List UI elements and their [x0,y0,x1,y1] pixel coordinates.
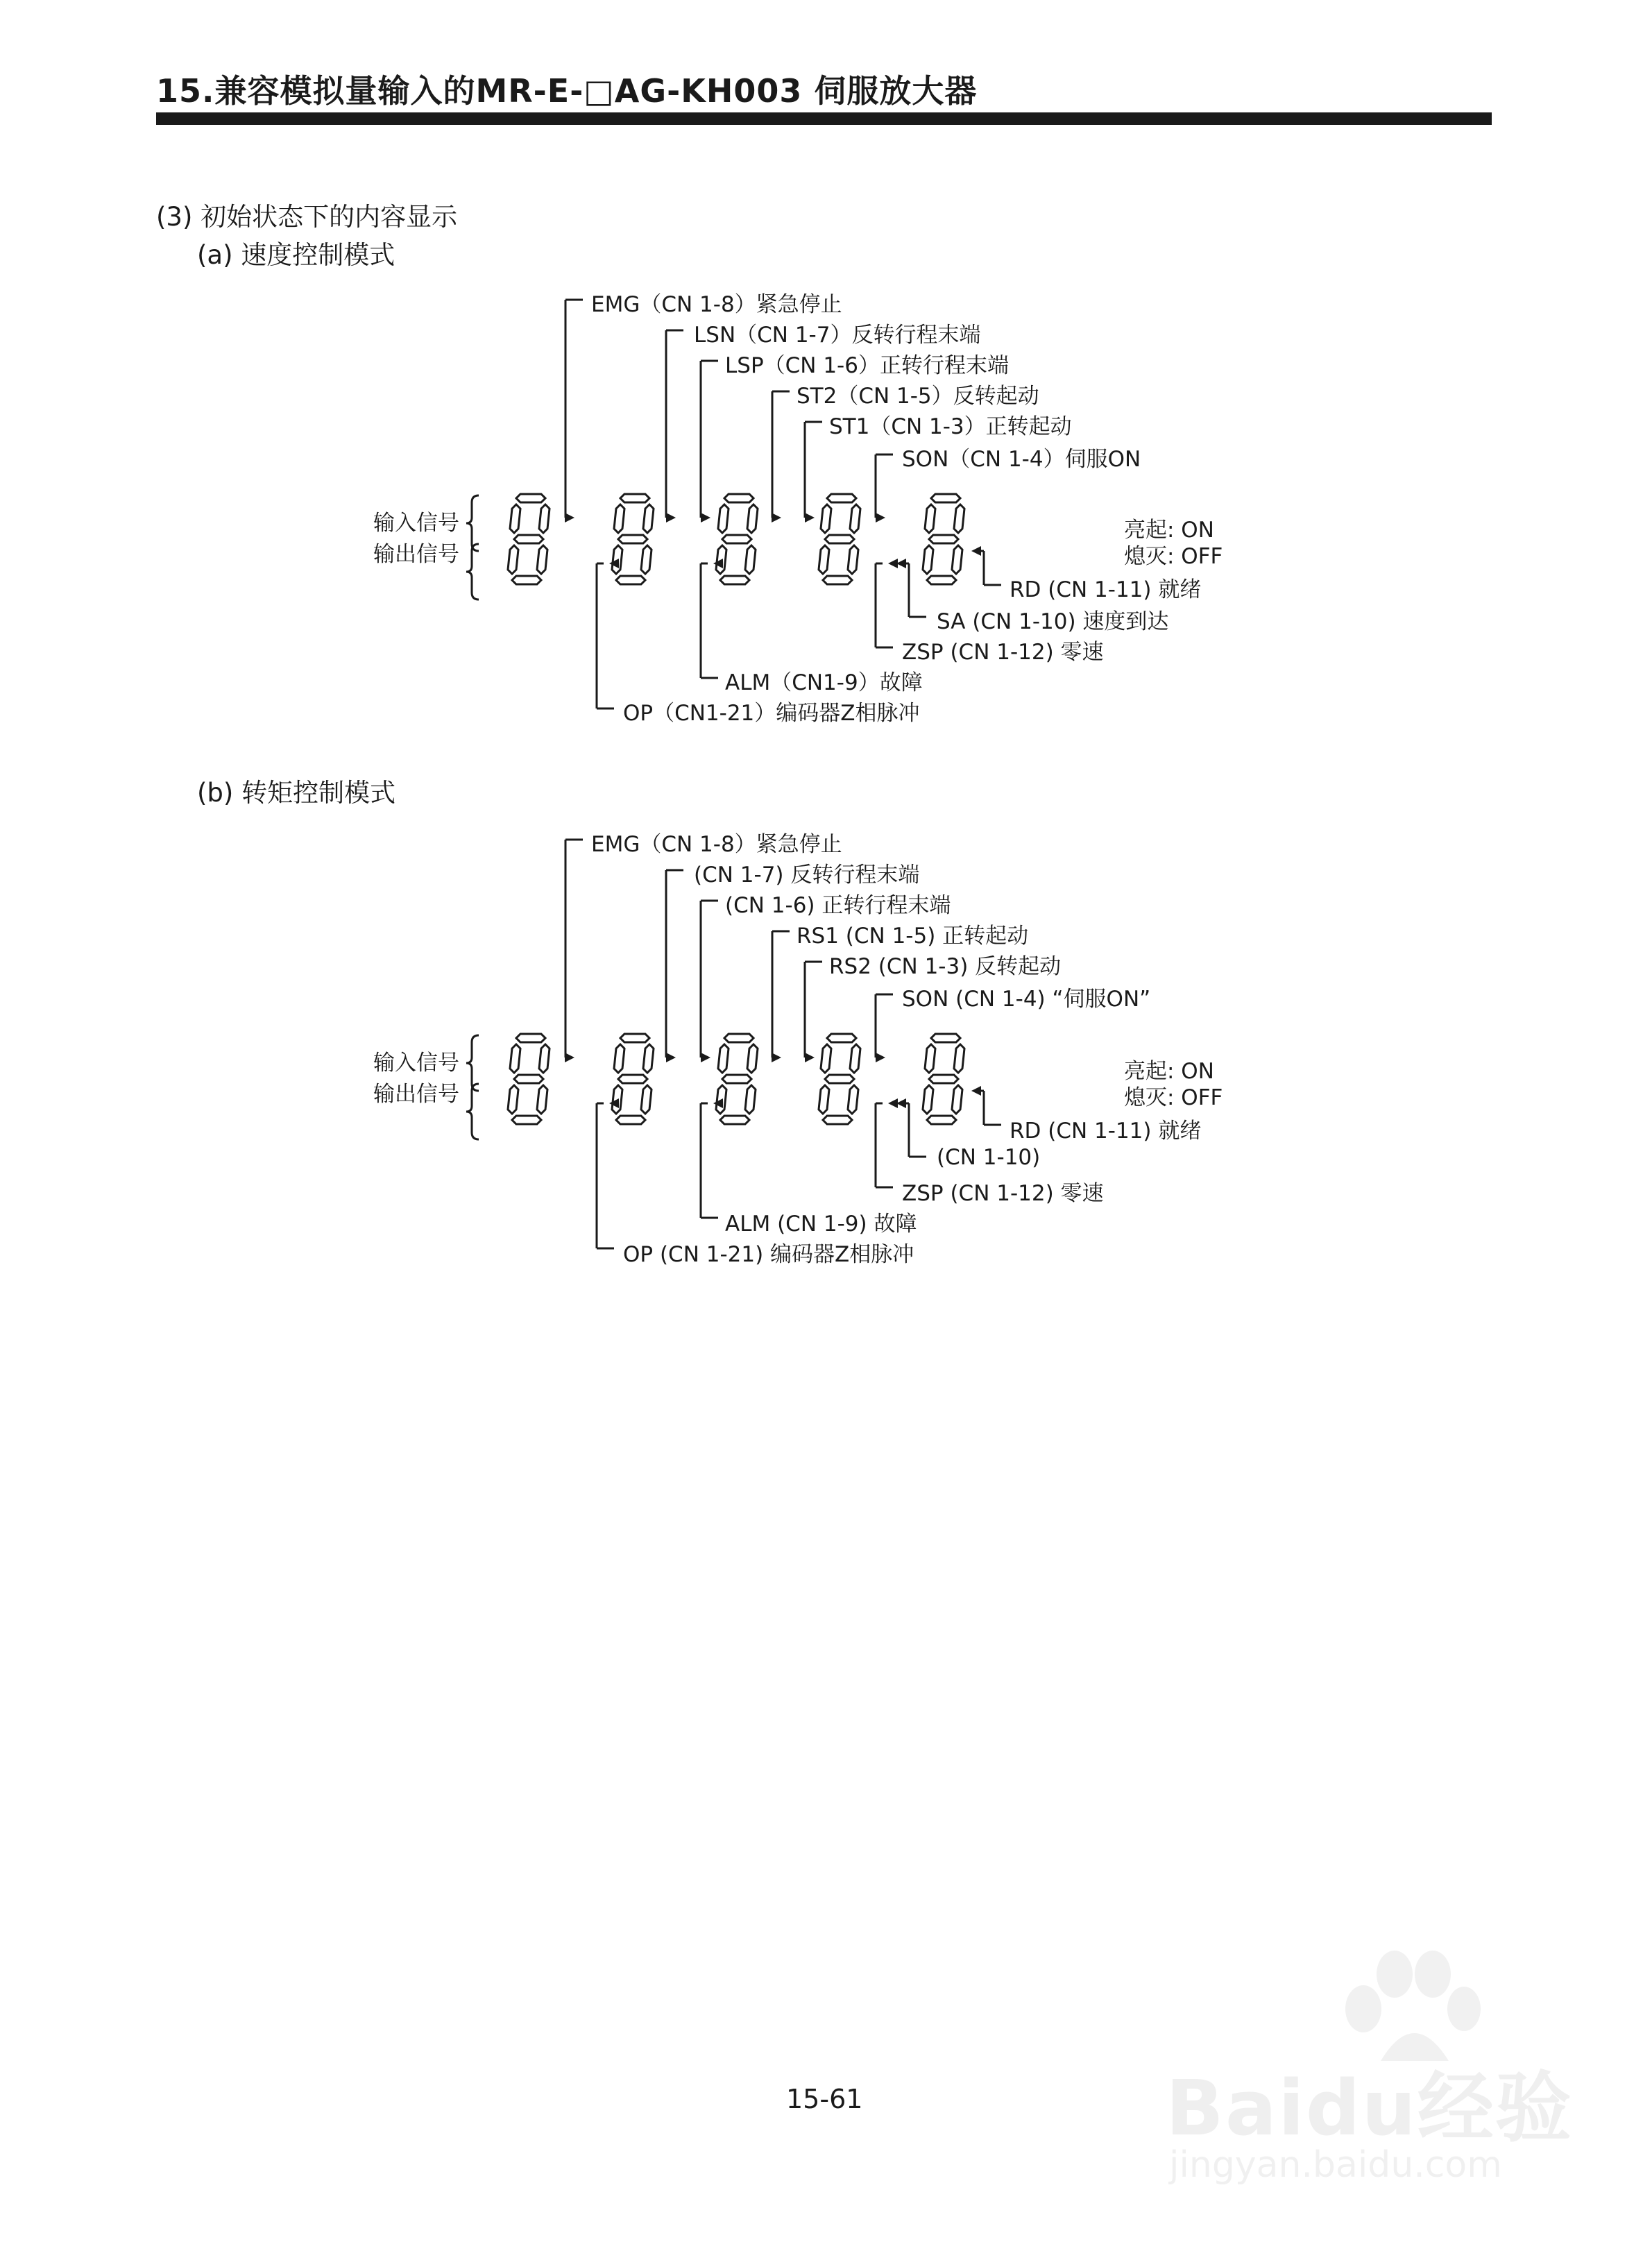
segment [512,576,541,584]
segment [618,1075,647,1083]
segment [952,1085,962,1114]
segment [850,504,860,533]
segment [514,535,543,543]
input-label-st2: ST2（CN 1-5）反转起动 [797,384,1039,409]
arrowhead [713,1098,723,1108]
legend-off: 熄灭: OFF [1124,544,1223,569]
input-signal-label: 输入信号 [373,511,459,536]
output-label-cn1-10: (CN 1-10) [937,1145,1041,1170]
input-label-emg: EMG（CN 1-8）紧急停止 [591,832,842,857]
brace-output [466,544,479,600]
input-label-son: SON（CN 1-4）伺服ON [902,447,1141,472]
watermark-url: jingyan.baidu.com [1169,2144,1502,2186]
segment [745,1085,756,1114]
segment [848,1085,858,1114]
arrowhead [876,513,885,523]
segment [614,504,624,533]
segment [512,1116,541,1124]
arrowhead [609,559,619,568]
segment [931,494,960,502]
segment [823,576,852,584]
segment [643,1044,654,1073]
legend-on: 亮起: ON [1124,1059,1214,1084]
segment [616,1116,645,1124]
arrowhead [772,1053,781,1062]
subsection-a-heading: (a) 速度控制模式 [197,240,395,270]
brace-input [466,1035,479,1091]
input-label-emg: EMG（CN 1-8）紧急停止 [591,292,842,317]
segment [850,1044,860,1073]
segment [923,1085,933,1114]
segment [823,1116,852,1124]
output-label-sa: SA (CN 1-10) 速度到达 [937,609,1169,634]
segment [819,545,829,574]
output-label-alm: ALM (CN 1-9) 故障 [725,1212,917,1237]
arrowhead [805,513,815,523]
segment [745,545,756,574]
segment [827,494,856,502]
segment [821,1044,831,1073]
segment [718,1044,729,1073]
segment [508,545,518,574]
segment [516,1034,545,1042]
segment [722,535,751,543]
segment [724,494,753,502]
arrowhead [666,1053,676,1062]
page-number: 15-61 [786,2084,863,2114]
segment [720,576,749,584]
segment [510,504,520,533]
segment [620,1034,649,1042]
arrowhead [609,1098,619,1108]
segment [848,545,858,574]
segment [641,1085,652,1114]
segment [925,1044,935,1073]
input-label-cn1-7: (CN 1-7) 反转行程末端 [694,863,920,888]
segment [954,504,964,533]
segment [819,1085,829,1114]
output-label-alm: ALM（CN1-9）故障 [725,670,923,695]
arrowhead [701,513,710,523]
segment [510,1044,520,1073]
segment [954,1044,964,1073]
arrowhead [701,1053,710,1062]
segment [821,504,831,533]
segment [747,504,758,533]
segment [618,535,647,543]
arrowhead [772,513,781,523]
output-label-op: OP（CN1-21）编码器Z相脉冲 [623,701,920,726]
input-label-rs2: RS2 (CN 1-3) 反转起动 [829,954,1062,979]
output-label-rd: RD (CN 1-11) 就绪 [1010,577,1202,602]
input-label-lsp: LSP（CN 1-6）正转行程末端 [725,353,1009,378]
brace-input [466,495,479,551]
section-heading: (3) 初始状态下的内容显示 [156,202,458,232]
segment [827,1034,856,1042]
segment [616,576,645,584]
segment [539,1044,550,1073]
segment [537,1085,547,1114]
subsection-b-heading: (b) 转矩控制模式 [197,778,396,808]
input-label-cn1-6: (CN 1-6) 正转行程末端 [725,893,951,918]
input-label-st1: ST1（CN 1-3）正转起动 [829,414,1072,439]
arrowhead [565,1053,574,1062]
arrowhead [565,513,574,523]
segment [825,535,854,543]
segment [643,504,654,533]
segment [620,494,649,502]
segment [825,1075,854,1083]
arrowhead [888,559,898,568]
segment [722,1075,751,1083]
segment [718,504,729,533]
output-signal-label: 输出信号 [373,1082,459,1107]
arrowhead [805,1053,815,1062]
output-signal-label: 输出信号 [373,542,459,567]
segment [539,504,550,533]
segment [747,1044,758,1073]
segment [925,504,935,533]
segment [508,1085,518,1114]
arrowhead [888,1098,898,1108]
output-label-rd: RD (CN 1-11) 就绪 [1010,1119,1202,1144]
baidu-watermark [1138,1943,1573,2207]
arrowhead [876,1053,885,1062]
output-label-op: OP (CN 1-21) 编码器Z相脉冲 [623,1242,914,1267]
segment [514,1075,543,1083]
legend-off: 熄灭: OFF [1124,1085,1223,1110]
arrowhead [666,513,676,523]
input-label-son: SON (CN 1-4) “伺服ON” [902,987,1151,1012]
segment [724,1034,753,1042]
output-label-zsp: ZSP (CN 1-12) 零速 [902,1181,1104,1206]
segment [927,1116,956,1124]
input-label-lsn: LSN（CN 1-7）反转行程末端 [694,323,981,348]
segment [927,576,956,584]
input-signal-label: 输入信号 [373,1051,459,1076]
segment [952,545,962,574]
input-label-rs1: RS1 (CN 1-5) 正转起动 [797,924,1029,949]
segment [720,1116,749,1124]
page-header-title: 15.兼容模拟量输入的MR-E-□AG-KH003 伺服放大器 [156,72,978,110]
segment [641,545,652,574]
arrowhead [896,559,906,568]
watermark-logo: Baidu经验 [1166,2064,1573,2152]
arrowhead [896,1098,906,1108]
segment [537,545,547,574]
brace-output [466,1084,479,1139]
segment [516,494,545,502]
output-label-zsp: ZSP (CN 1-12) 零速 [902,640,1104,665]
segment [923,545,933,574]
segment [929,535,958,543]
segment [929,1075,958,1083]
arrowhead [713,559,723,568]
segment [931,1034,960,1042]
legend-on: 亮起: ON [1124,518,1214,543]
segment [614,1044,624,1073]
